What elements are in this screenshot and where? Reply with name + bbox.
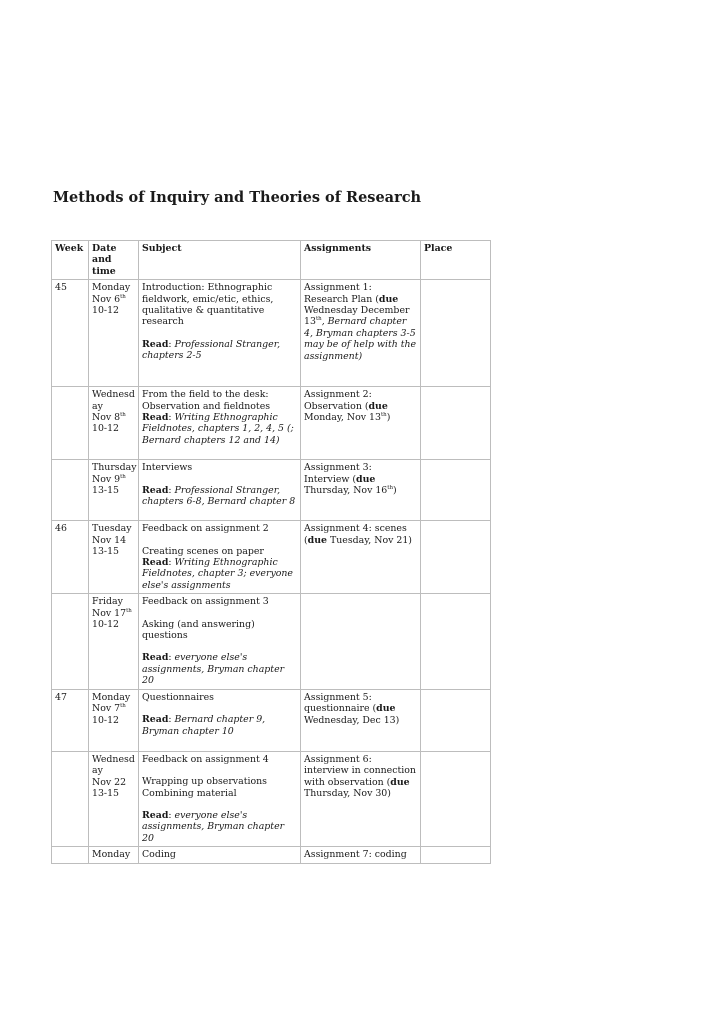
date-cell: Wednesday Nov 22 13-15 (89, 751, 139, 846)
subject-cell: Interviews Read: Professional Stranger, chapters 6-8, Bernard chapter 8 (139, 460, 301, 521)
place-cell (421, 280, 491, 387)
table-header-row (52, 241, 491, 280)
table-row (52, 594, 491, 689)
date-cell: Monday Nov 6th 10-12 (89, 280, 139, 387)
table-row (52, 387, 491, 460)
table-row (52, 847, 491, 863)
week-cell (52, 751, 89, 846)
schedule-table (51, 240, 491, 864)
place-cell (421, 460, 491, 521)
subject-cell: Feedback on assignment 4 Wrapping up observations Combining material Read: everyone else's assignments, Bryman chapter 20 (139, 751, 301, 846)
subject-cell: Coding (139, 847, 301, 863)
assignment-cell: Assignment 1: Research Plan (due Wednesday December 13th, Bernard chapter 4, Bryman chapters 3-5 may be of help with the assignment) (301, 280, 421, 387)
header-subject: Subject (139, 241, 301, 280)
subject-cell: Feedback on assignment 2 Creating scenes on paper Read: Writing Ethnographic Fieldnotes, chapter 3; everyone else's assignments (139, 521, 301, 594)
place-cell (421, 387, 491, 460)
week-cell: 47 (52, 689, 89, 751)
subject-cell: Questionnaires Read: Bernard chapter 9, Bryman chapter 10 (139, 689, 301, 751)
assignment-cell: Assignment 5: questionnaire (due Wednesday, Dec 13) (301, 689, 421, 751)
date-cell: Thursday Nov 9th 13-15 (89, 460, 139, 521)
week-cell (52, 460, 89, 521)
table-row (52, 751, 491, 846)
date-cell: Monday (89, 847, 139, 863)
week-cell (52, 847, 89, 863)
page-title: Methods of Inquiry and Theories of Research (53, 189, 422, 206)
table-row (52, 280, 491, 387)
assignment-cell: Assignment 7: coding (301, 847, 421, 863)
date-cell: Friday Nov 17th 10-12 (89, 594, 139, 689)
subject-cell: Introduction: Ethnographic fieldwork, emic/etic, ethics, qualitative & quantitative research Read: Professional Stranger, chapters 2-5 (139, 280, 301, 387)
assignment-cell: Assignment 6: interview in connection with observation (due Thursday, Nov 30) (301, 751, 421, 846)
assignment-cell: Assignment 3: Interview (due Thursday, Nov 16th) (301, 460, 421, 521)
header-date: Date and time (89, 241, 139, 280)
header-place: Place (421, 241, 491, 280)
assignment-cell: Assignment 2: Observation (due Monday, Nov 13th) (301, 387, 421, 460)
table-row (52, 689, 491, 751)
table-row (52, 521, 491, 594)
subject-cell: From the field to the desk: Observation and fieldnotes Read: Writing Ethnographic Fieldnotes, chapters 1, 2, 4, 5 (; Bernard chapters 12 and 14) (139, 387, 301, 460)
header-assignments: Assignments (301, 241, 421, 280)
week-cell (52, 594, 89, 689)
place-cell (421, 689, 491, 751)
assignment-cell: Assignment 4: scenes (due Tuesday, Nov 21) (301, 521, 421, 594)
date-cell: Monday Nov 7th 10-12 (89, 689, 139, 751)
subject-cell: Feedback on assignment 3 Asking (and answering) questions Read: everyone else's assignments, Bryman chapter 20 (139, 594, 301, 689)
place-cell (421, 521, 491, 594)
week-cell (52, 387, 89, 460)
place-cell (421, 847, 491, 863)
assignment-cell (301, 594, 421, 689)
table-row (52, 460, 491, 521)
place-cell (421, 751, 491, 846)
header-week: Week (52, 241, 89, 280)
date-cell: Wednesday Nov 8th 10-12 (89, 387, 139, 460)
week-cell: 45 (52, 280, 89, 387)
week-cell: 46 (52, 521, 89, 594)
place-cell (421, 594, 491, 689)
date-cell: Tuesday Nov 14 13-15 (89, 521, 139, 594)
